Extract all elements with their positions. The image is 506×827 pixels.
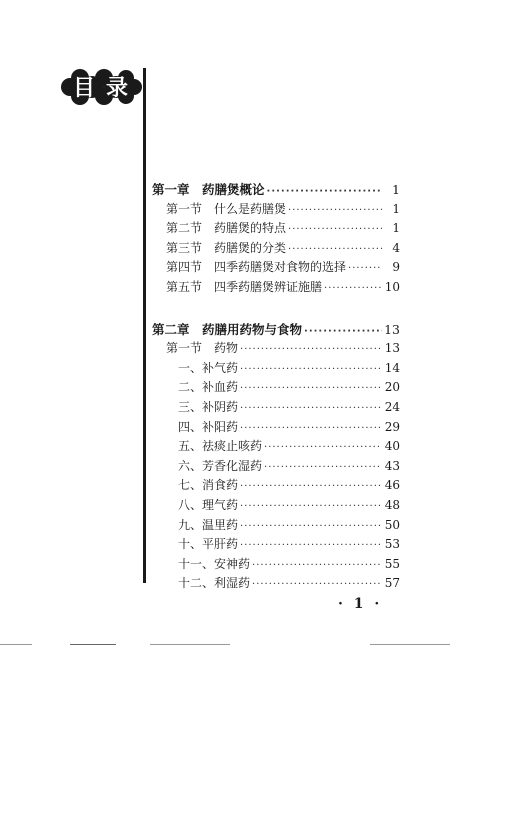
toc-entry-title: 第四节 四季药膳煲对食物的选择 bbox=[166, 260, 347, 275]
leader-dots bbox=[240, 501, 382, 512]
leader-dots bbox=[240, 521, 382, 532]
toc-chapter-1[interactable] bbox=[152, 180, 400, 200]
scan-artifact-line bbox=[150, 644, 230, 645]
toc-section[interactable] bbox=[152, 219, 400, 239]
toc-entry-page: 14 bbox=[384, 360, 400, 375]
toc-entry-title: 第一节 药物 bbox=[166, 341, 239, 356]
toc-entry-page: 20 bbox=[384, 380, 400, 395]
toc-entry-title: 第二节 药膳煲的特点 bbox=[166, 221, 287, 236]
leader-dots bbox=[288, 244, 382, 255]
toc-entry-title: 第三节 药膳煲的分类 bbox=[166, 240, 287, 255]
scan-artifact-line bbox=[370, 644, 450, 645]
toc-entry-page: 13 bbox=[384, 341, 400, 356]
toc-section[interactable] bbox=[152, 258, 400, 278]
leader-dots bbox=[324, 283, 382, 294]
toc-title-char-1: 目 bbox=[73, 76, 96, 101]
toc-entry-title: 五、祛痰止咳药 bbox=[178, 439, 263, 454]
toc-entry-page: 24 bbox=[384, 399, 400, 414]
leader-dots bbox=[267, 186, 382, 197]
table-of-contents bbox=[152, 180, 400, 594]
leader-dots bbox=[348, 263, 382, 274]
leader-dots bbox=[240, 423, 382, 434]
toc-entry-title: 一、补气药 bbox=[178, 360, 239, 375]
toc-item[interactable] bbox=[152, 398, 400, 418]
toc-entry-page: 43 bbox=[384, 458, 400, 473]
toc-entry-page: 4 bbox=[392, 240, 400, 255]
toc-item[interactable] bbox=[152, 437, 400, 457]
leader-dots bbox=[288, 224, 382, 235]
toc-entry-title: 二、补血药 bbox=[178, 380, 239, 395]
toc-entry-page: 10 bbox=[384, 279, 400, 294]
toc-entry-title: 第五节 四季药膳煲辨证施膳 bbox=[166, 279, 323, 294]
toc-entry-title: 第二章 药膳用药物与食物 bbox=[152, 321, 303, 337]
toc-entry-page: 29 bbox=[384, 419, 400, 434]
scan-artifact-line bbox=[0, 644, 32, 645]
leader-dots bbox=[240, 344, 382, 355]
leader-dots bbox=[264, 462, 382, 473]
leader-dots bbox=[252, 560, 382, 571]
toc-section[interactable] bbox=[152, 239, 400, 259]
toc-entry-title: 十、平肝药 bbox=[178, 537, 239, 552]
toc-item[interactable] bbox=[152, 535, 400, 555]
page-number: · 1 · bbox=[338, 596, 383, 612]
toc-item[interactable] bbox=[152, 574, 400, 594]
leader-dots bbox=[240, 383, 382, 394]
toc-section[interactable] bbox=[152, 278, 400, 298]
toc-entry-page: 46 bbox=[384, 478, 400, 493]
leader-dots bbox=[240, 540, 382, 551]
toc-chapter-2[interactable] bbox=[152, 320, 400, 340]
toc-entry-title: 九、温里药 bbox=[178, 517, 239, 532]
toc-entry-page: 53 bbox=[384, 537, 400, 552]
leader-dots bbox=[264, 442, 382, 453]
toc-item[interactable] bbox=[152, 378, 400, 398]
toc-entry-page: 55 bbox=[384, 556, 400, 571]
toc-entry-title: 八、理气药 bbox=[178, 497, 239, 512]
toc-entry-title: 三、补阴药 bbox=[178, 399, 239, 414]
leader-dots bbox=[304, 326, 382, 337]
toc-entry-page: 48 bbox=[384, 497, 400, 512]
leader-dots bbox=[288, 205, 382, 216]
toc-entry-page: 9 bbox=[392, 260, 400, 275]
chapter-spacer bbox=[152, 298, 400, 320]
toc-entry-title: 十二、利湿药 bbox=[178, 576, 251, 591]
leader-dots bbox=[240, 364, 382, 375]
toc-entry-page: 1 bbox=[392, 221, 400, 236]
margin-rule bbox=[143, 68, 146, 583]
toc-title-char-2: 录 bbox=[106, 76, 129, 101]
toc-section[interactable] bbox=[152, 339, 400, 359]
toc-section[interactable] bbox=[152, 200, 400, 220]
toc-entry-title: 十一、安神药 bbox=[178, 556, 251, 571]
toc-title-badge bbox=[60, 68, 142, 106]
toc-entry-page: 40 bbox=[384, 439, 400, 454]
scan-artifact-line bbox=[70, 644, 116, 645]
leader-dots bbox=[240, 481, 382, 492]
toc-entry-page: 1 bbox=[392, 182, 400, 197]
toc-item[interactable] bbox=[152, 476, 400, 496]
toc-entry-page: 50 bbox=[384, 517, 400, 532]
toc-item[interactable] bbox=[152, 496, 400, 516]
toc-entry-page: 1 bbox=[392, 201, 400, 216]
toc-item[interactable] bbox=[152, 359, 400, 379]
toc-entry-page: 57 bbox=[384, 576, 400, 591]
toc-entry-title: 第一章 药膳煲概论 bbox=[152, 182, 265, 197]
toc-entry-title: 六、芳香化湿药 bbox=[178, 458, 263, 473]
toc-entry-title: 七、消食药 bbox=[178, 478, 239, 493]
toc-item[interactable] bbox=[152, 418, 400, 438]
leader-dots bbox=[240, 403, 382, 414]
toc-item[interactable] bbox=[152, 555, 400, 575]
toc-entry-title: 四、补阳药 bbox=[178, 419, 239, 434]
leader-dots bbox=[252, 579, 382, 590]
toc-item[interactable] bbox=[152, 516, 400, 536]
toc-entry-title: 第一节 什么是药膳煲 bbox=[166, 201, 287, 216]
toc-item[interactable] bbox=[152, 457, 400, 477]
toc-entry-page: 13 bbox=[384, 321, 400, 337]
